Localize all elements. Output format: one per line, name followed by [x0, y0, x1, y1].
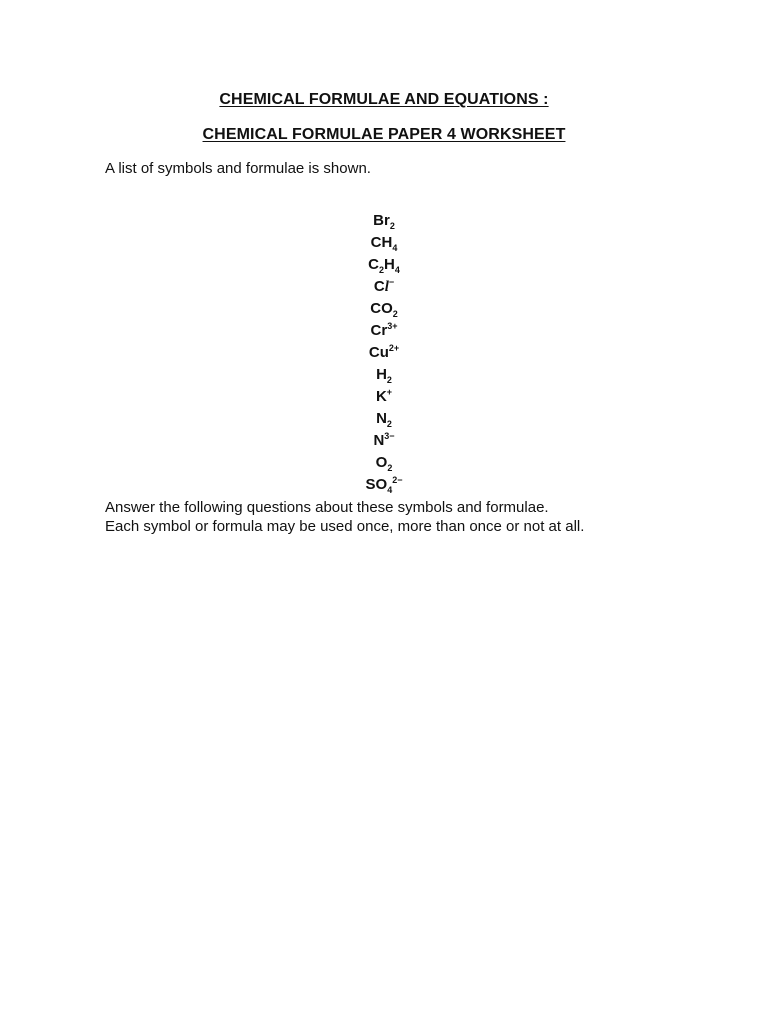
formula-item [324, 320, 444, 342]
formula-base: H [376, 366, 387, 383]
formula-base: Cu [368, 344, 389, 361]
formula-item [324, 342, 444, 364]
formula-subscript: 2 [392, 309, 398, 319]
formula-item [324, 452, 444, 474]
formula-base: K [375, 388, 387, 405]
formula-base: N [376, 410, 387, 427]
formula-base: C [373, 278, 385, 295]
formula-subscript: 4 [392, 243, 398, 253]
page-title: CHEMICAL FORMULAE AND EQUATIONS : [219, 91, 549, 108]
formula-item [324, 474, 444, 496]
formula-item [324, 276, 444, 298]
formula-superscript: + [386, 387, 393, 397]
formula-base: CH [370, 234, 393, 251]
formula-subscript: 2 [386, 419, 392, 429]
formula-item [324, 232, 444, 254]
formula-subscript: 2 [387, 463, 393, 473]
formula-item [324, 210, 444, 232]
formula-superscript: 2− [392, 475, 403, 485]
formula-item [324, 386, 444, 408]
formula-base: Cr [370, 322, 388, 339]
instructions [105, 498, 584, 536]
formula-base: C [368, 256, 379, 273]
formula-subscript: 4 [387, 485, 393, 495]
instruction-line-2: Each symbol or formula may be used once, more than once or not at all. [105, 518, 585, 535]
formula-subscript: 2 [386, 375, 392, 385]
formula-base: Br [373, 212, 390, 229]
intro-text: A list of symbols and formulae is shown. [105, 160, 371, 177]
page-subtitle: CHEMICAL FORMULAE PAPER 4 WORKSHEET [202, 126, 566, 143]
formula-base: SO [365, 476, 388, 493]
formula-base: O [375, 454, 388, 471]
formula-item [324, 430, 444, 452]
formula-list [324, 210, 444, 496]
formula-subscript: 2 [378, 265, 384, 275]
formula-superscript: − [388, 277, 395, 287]
formula-base: H [384, 256, 395, 273]
formula-subscript: 2 [389, 221, 395, 231]
formula-superscript: 2+ [388, 343, 400, 353]
formula-base-italic: l [384, 279, 389, 295]
formula-superscript: 3− [384, 431, 395, 441]
formula-superscript: 3+ [387, 321, 398, 331]
formula-item [324, 364, 444, 386]
formula-item [324, 254, 444, 276]
formula-item [324, 298, 444, 320]
formula-base: N [373, 432, 385, 449]
formula-item [324, 408, 444, 430]
instruction-line-1: Answer the following questions about these symbols and formulae. [105, 499, 549, 516]
formula-base: CO [370, 300, 393, 317]
formula-subscript: 4 [394, 265, 400, 275]
